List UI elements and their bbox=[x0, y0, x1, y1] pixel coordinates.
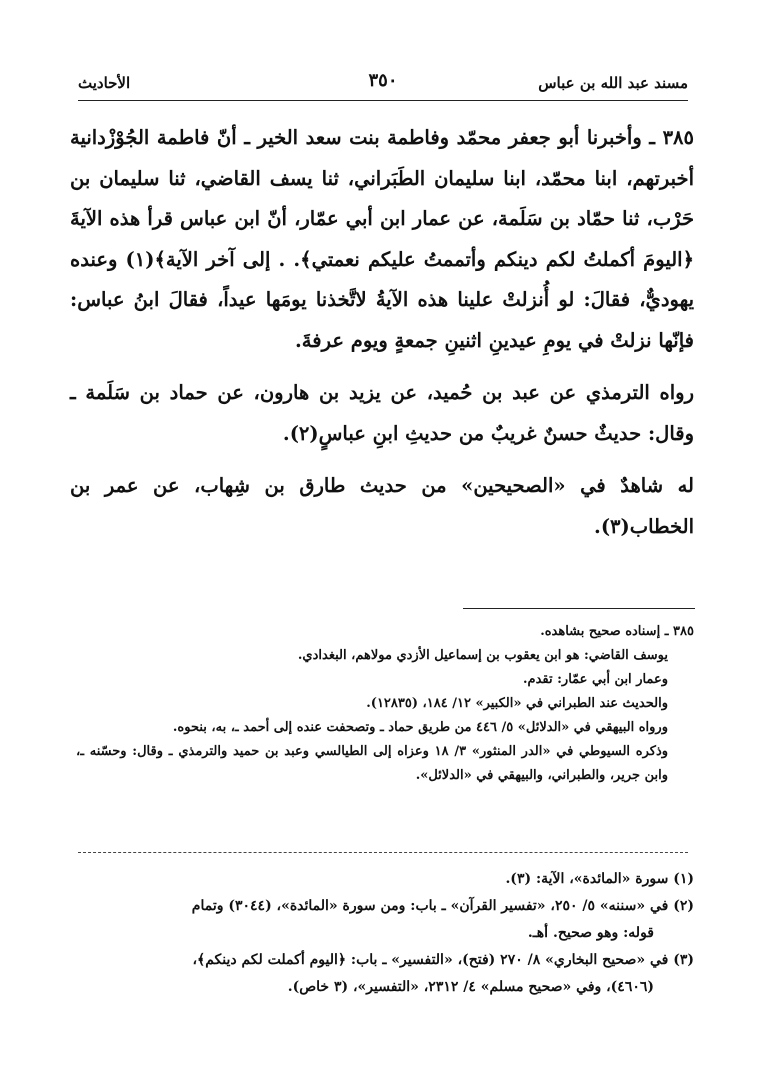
note-line: وذكره السيوطي في «الدر المنثور» ٣/ ١٨ وعزاه إلى الطيالسي وعبد بن حميد والترمذي ـ وقال: وحسّنه ـ، وابن جرير، والطبراني، والبيهقي في «الدلائل». bbox=[76, 744, 669, 783]
note-line: وعمار ابن أبي عمّار: تقدم. bbox=[523, 672, 668, 687]
hadith-paragraph-3: له شاهدٌ في «الصحيحين» من حديث طارق بن شِهاب، عن عمر بن الخطاب(٣). bbox=[70, 474, 694, 538]
footnotes bbox=[72, 866, 694, 1001]
footnote-2-cont: قوله: وهو صحيح. أهـ. bbox=[527, 925, 654, 941]
section-title: الأحاديث bbox=[78, 74, 131, 92]
note-line: والحديث عند الطبراني في «الكبير» ١٢/ ١٨٤، (١٢٨٣٥). bbox=[366, 696, 668, 711]
hadith-paragraph-1: ٣٨٥ ـ وأخبرنا أبو جعفر محمّد وفاطمة بنت سعد الخير ـ أنّ فاطمة الجُوْزْدانية أخبرتهم، ابنا محمّد، ابنا سليمان الطَبَراني، ثنا يسف القاضي، ثنا سليمان بن حَرْب، ثنا حمّاد بن سَلَمة، عن عمار ابن أبي عمّار، أنّ ابن عباس قرأ هذه الآيةَ ﴿اليومَ أكملتُ لكم دينكم وأتممتُ عليكم نعمتي﴾. . إلى آخر الآية﴾(١) وعنده يهوديٌّ، فقالَ: لو أُنزلتْ علينا هذه الآيةُ لاتَّخذنا يومَها عيداً، فقالَ ابنُ عباس: فإنّها نزلتْ في يومِ عيدينِ اثنينِ جمعةٍ ويوم عرفةَ. bbox=[70, 126, 694, 352]
book-title: مسند عبد الله بن عباس bbox=[538, 74, 688, 92]
note-line: ورواه البيهقي في «الدلائل» ٥/ ٤٤٦ من طريق حماد ـ وتصحفت عنده إلى أحمد ـ، به، بنحوه. bbox=[172, 720, 668, 735]
header-divider bbox=[78, 100, 688, 101]
hadith-text bbox=[70, 118, 694, 559]
notes-divider bbox=[463, 608, 695, 609]
note-line: ٣٨٥ ـ إسناده صحيح بشاهده. bbox=[540, 624, 694, 639]
commentary-notes bbox=[76, 620, 694, 788]
page-header bbox=[78, 68, 688, 104]
footnote-3-cont: (٤٦٠٦)، وفي «صحيح مسلم» ٤/ ٢٣١٢، «التفسير»، (٣ خاص). bbox=[287, 979, 654, 995]
note-line: يوسف القاضي: هو ابن يعقوب بن إسماعيل الأزدي مولاهم، البغدادي. bbox=[297, 648, 668, 663]
footnote-1: (١) سورة «المائدة»، الآية: (٣). bbox=[505, 871, 694, 887]
footnote-3: (٣) في «صحيح البخاري» ٨/ ٢٧٠ (فتح)، «التفسير» ـ باب: ﴿اليوم أكملت لكم دينكم﴾، bbox=[192, 952, 694, 968]
footnotes-divider bbox=[78, 852, 688, 853]
hadith-paragraph-2: رواه الترمذي عن عبد بن حُميد، عن يزيد بن هارون، عن حماد بن سَلَمة ـ وقال: حديثٌ حسنٌ غريبٌ من حديثِ ابنِ عباسٍ(٢). bbox=[70, 381, 694, 445]
footnote-2: (٢) في «سننه» ٥/ ٢٥٠، «تفسير القرآن» ـ باب: ومن سورة «المائدة»، (٣٠٤٤) وتمام bbox=[191, 898, 694, 914]
page-number: ٣٥٠ bbox=[368, 70, 398, 91]
